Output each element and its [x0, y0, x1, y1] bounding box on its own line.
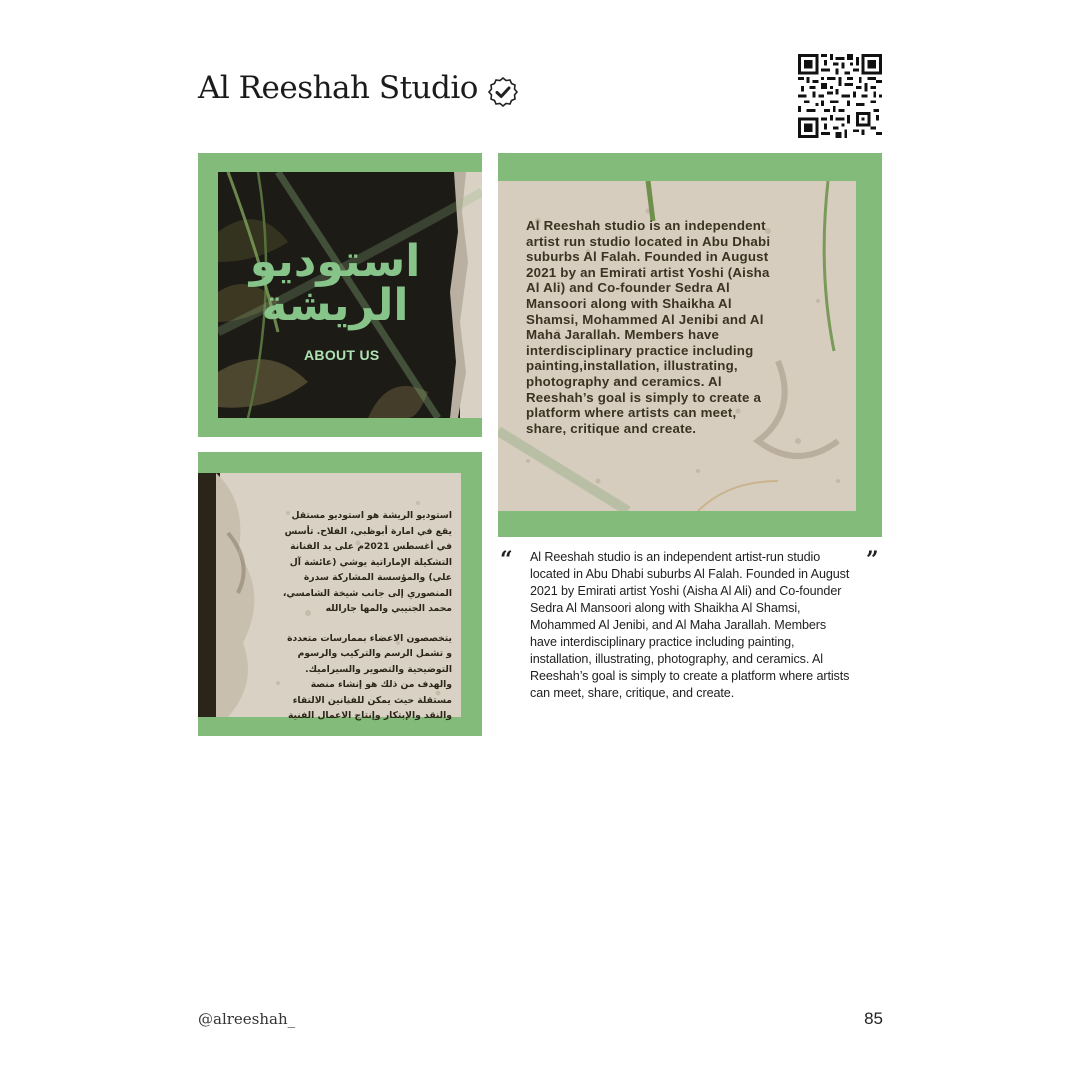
qr-code-icon[interactable] [798, 54, 882, 138]
quote-body-text: Al Reeshah studio is an independent artist-run studio located in Abu Dhabi suburbs Al Falah. Founded in August 2021 by Emirati artist Yoshi (Aisha Al Ali) and Co-founder Sedra Al Mansoori along with Shaikha Al Shamsi, Mohammed Al Jenibi, and Al Maha Jarallah. Members have interdisciplinary practice including painting, installation, illustrating, photography, and ceramics. Al Reeshah’s goal is simply to create a platform where artists can meet, share, critique, and create. [530, 550, 850, 700]
verified-badge-icon [487, 76, 519, 108]
about-us-label: ABOUT US [304, 347, 380, 363]
page-title: Al Reeshah Studio [198, 70, 478, 106]
open-quote-mark: “ [500, 547, 513, 573]
arabic-logo: استوديو الريشة [249, 236, 421, 331]
arabic-description: استوديو الريشة هو استوديو مستقل يقع في امارة أبوظبي، الفلاح. تأسس في أغسطس 2021م على يد الفنانة التشكيلة الإماراتية يوشي (عائشة آل علي) والمؤسسة المشاركة سدرة المنصوري إلى جانب شيخة الشامسي، محمد الجنيبي والمها جارالله يتخصصون الاعضاء بممارسات متعددة و تشمل الرسم والتركيب والرسوم التوضيحية والتصوير والسيراميك. والهدف من ذلك هو إنشاء منصة مستقلة حيث يمكن للفنانين الالتقاء والنقد والإبتكار وإنتاج الاعمال الفنية [282, 510, 452, 721]
page-number: 85 [864, 1009, 883, 1028]
social-handle: @alreeshah_ [198, 1010, 296, 1028]
close-quote-mark: ” [866, 547, 879, 573]
english-description: Al Reeshah studio is an independent artist run studio located in Abu Dhabi suburbs Al Falah. Founded in August 2021 by an Emirati artist Yoshi (Aisha Al Ali) and Co-founder Sedra Al Mansoori along with Shaikha Al Shamsi, Mohammed Al Jenibi and Al Maha Jarallah. Members have interdisciplinary practice including painting,installation, illustrating, photography and ceramics. Al Reeshah’s goal is simply to create a platform where artists can meet, share, critique and create. [526, 218, 771, 436]
